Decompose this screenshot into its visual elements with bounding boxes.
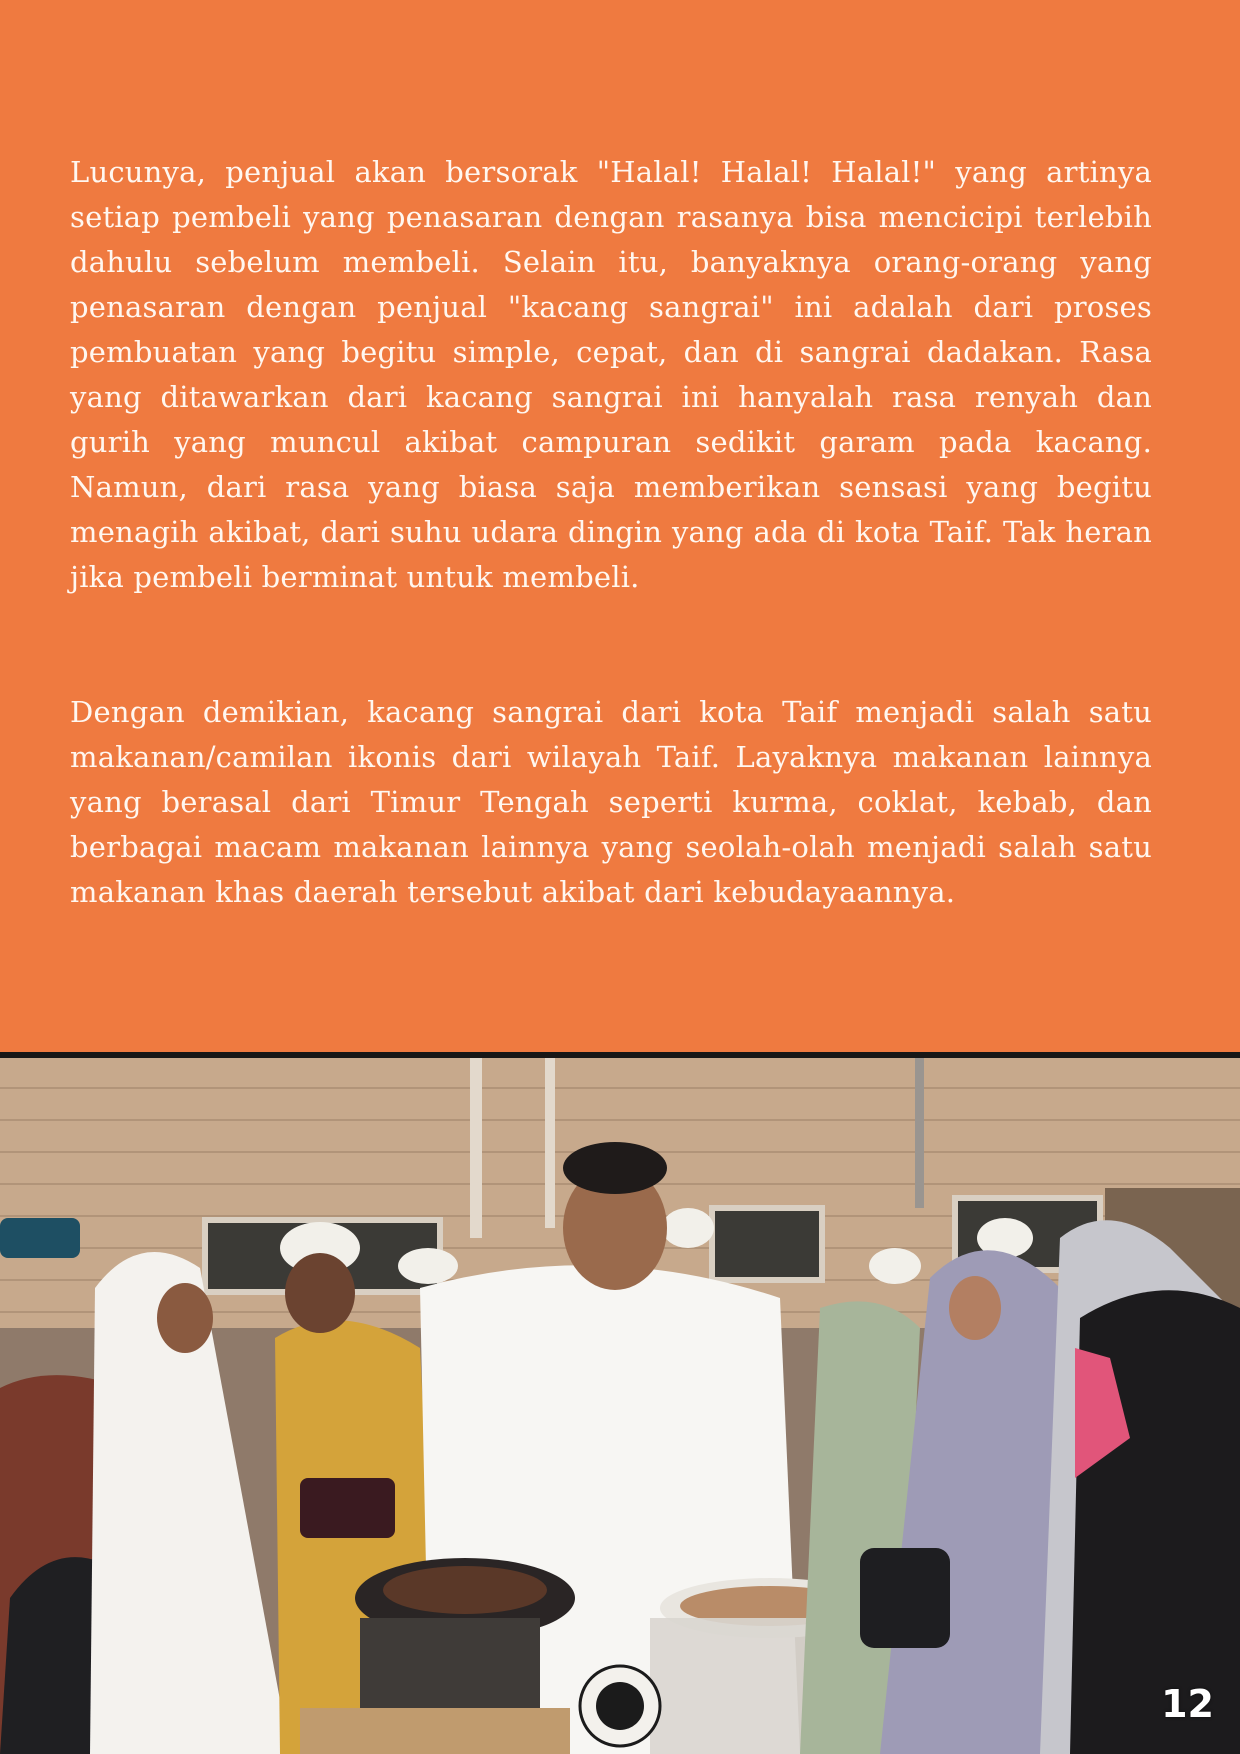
person-cap-left: [0, 1218, 80, 1258]
window-2: [712, 1208, 822, 1280]
drain-pipe-3: [915, 1058, 924, 1208]
logo-emblem: [596, 1682, 644, 1730]
vendor-hair: [563, 1142, 667, 1194]
paragraph-1: Lucunya, penjual akan bersorak "Halal! Halal! Halal!" yang artinya setiap pembeli yang penasaran dengan rasanya bisa mencicipi terlebih dahulu sebelum membeli. Selain itu, banyaknya orang-orang yang penasaran dengan penjual "kacang sangrai" ini adalah dari proses pembuatan yang begitu simple, cepat, dan di sangrai dadakan. Rasa yang ditawarkan dari kacang sangrai ini hanyalah rasa renyah dan gurih yang muncul akibat campuran sedikit garam pada kacang. Namun, dari rasa yang biasa saja memberikan sensasi yang begitu menagih akibat, dari suhu udara dingin yang ada di kota Taif. Tak heran jika pembeli berminat untuk membeli.: [70, 155, 1152, 594]
wooden-cart: [300, 1708, 570, 1754]
drain-pipe-2: [545, 1058, 555, 1228]
page-number: 12: [1161, 1682, 1214, 1726]
article-body: [70, 150, 1152, 915]
prayer-cap-3: [662, 1208, 714, 1248]
lavender-pilgrim-face: [949, 1276, 1001, 1340]
pilgrim-face: [157, 1283, 213, 1353]
crossbody-bag: [860, 1548, 950, 1648]
photo-illustration: [0, 1058, 1240, 1754]
shoulder-bag: [300, 1478, 395, 1538]
paragraph-2: Dengan demikian, kacang sangrai dari kota Taif menjadi salah satu makanan/camilan ikonis dari wilayah Taif. Layaknya makanan lainnya yang berasal dari Timur Tengah seperti kurma, coklat, kebab, dan berbagai macam makanan lainnya yang seolah-olah menjadi salah satu makanan khas daerah tersebut akibat dari kebudayaannya.: [70, 695, 1152, 909]
roasted-nut-vendor-photo: [0, 1058, 1240, 1754]
drain-pipe-1: [470, 1058, 482, 1238]
prayer-cap-2: [398, 1248, 458, 1284]
prayer-cap-4: [869, 1248, 921, 1284]
roasting-nuts: [383, 1566, 547, 1614]
yellow-shirt-man-face: [285, 1253, 355, 1333]
